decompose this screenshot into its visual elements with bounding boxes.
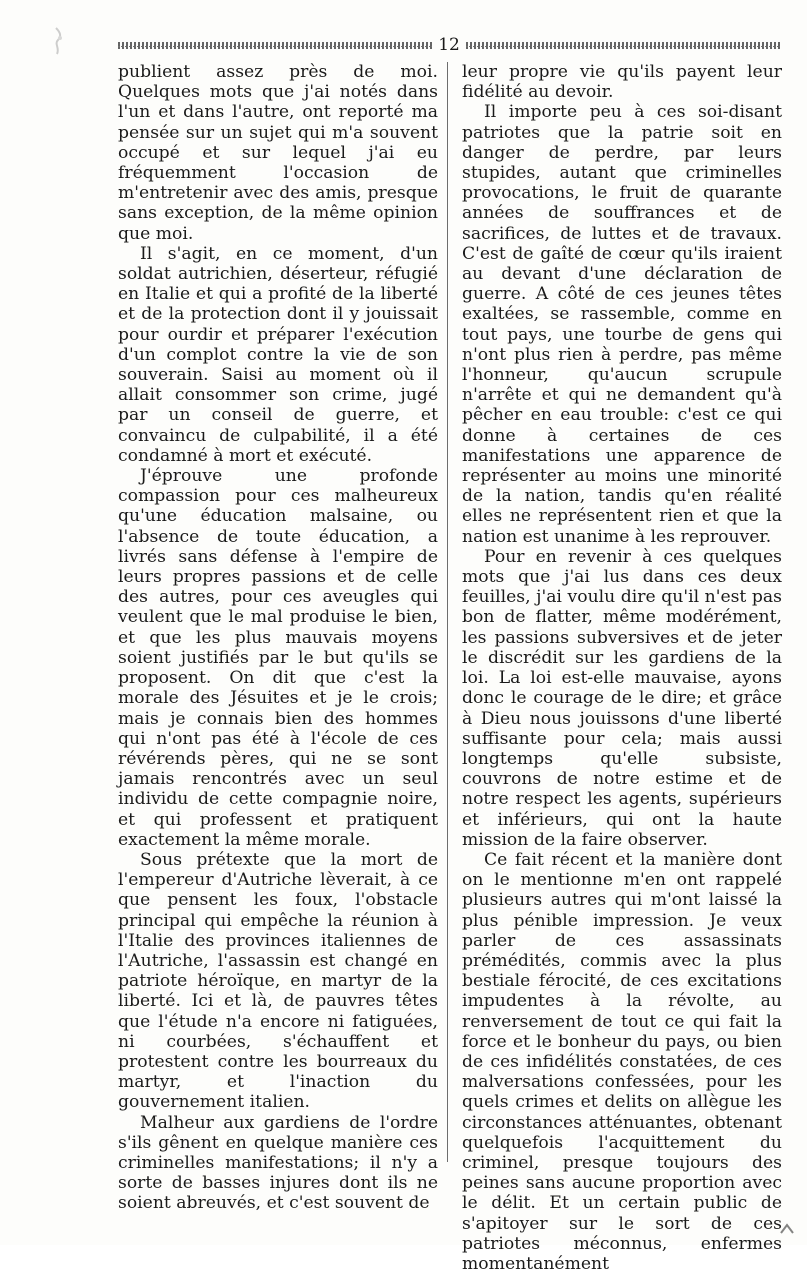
paragraph: J'éprouve une profonde compassion pour ces malheureux qu'une éducation malsaine, ou l'absence de toute éducation, a livrés sans défense à l'empire de leurs propres passions et de celle des autres, pour ces aveugles qui veulent que le mal produise le bien, et que les plus mauvais moyens soient justifiés par le but qu'ils se proposent. On dit que c'est la morale des Jésuites et je le crois; mais je connais bien des hommes qui n'ont pas été à l'école de ces révérends pères, qui ne se sont jamais rencontrés avec un seul individu de cette compagnie noire, et qui professent et pratiquent exactement la même morale.	[118, 466, 438, 850]
paragraph: Sous prétexte que la mort de l'empereur d'Autriche lèverait, à ce que pensent les foux, l'obstacle principal qui empêche la réunion à l'Italie des provinces italiennes de l'Autriche, l'assassin est changé en patriote héroïque, en martyr de la liberté. Ici et là, de pauvres têtes que l'étude n'a encore ni fatiguées, ni courbées, s'échauffent et protestent contre les bourreaux du martyr, et l'inaction du gouvernement italien.	[118, 849, 438, 1113]
right-column	[462, 62, 782, 1274]
paragraph: Il importe peu à ces soi-disant patriotes que la patrie soit en danger de perdre, par leurs stupides, autant que criminelles provocations, le fruit de quarante années de souffrances et de sacrifices, de luttes et de travaux. C'est de gaîté de cœur qu'ils iraient au devant d'une déclaration de guerre. A côté de ces jeunes têtes exaltées, se rassemble, comme en tout pays, une tourbe de gens qui n'ont plus rien à perdre, pas même l'honneur, qu'aucun scrupule n'arrête et qui ne demandent qu'à pêcher en eau trouble: c'est ce qui donne à certaines de ces manifestations une apparence de représenter au moins une minorité de la nation, tandis qu'en réalité elles ne représentent rien et que la nation est unanime à les reprouver.	[462, 102, 782, 547]
header-rule-right	[466, 42, 780, 49]
corner-ink-mark	[779, 1221, 795, 1235]
ink-smudge-mark	[48, 26, 68, 56]
paragraph: Il s'agit, en ce moment, d'un soldat autrichien, déserteur, réfugié en Italie et qui a profité de la liberté et de la protection dont il y jouissait pour ourdir et préparer l'exécution d'un complot contre la vie de son souverain. Saisi au moment où il allait consommer son crime, jugé par un conseil de guerre, et convaincu de culpabilité, il a été condamné à mort et exécuté.	[118, 243, 438, 466]
paragraph: Ce fait récent et la manière dont on le mentionne m'en ont rappelé plusieurs autres qui m'ont laissé la plus pénible impression. Je veux parler de ces assassinats prémédités, commis avec la plus bestiale férocité, de ces excitations impudentes à la révolte, au renversement de tout ce qui fait la force et le bonheur du pays, ou bien de ces infidélités constatées, de ces malversations confessées, pour les quels crimes et delits on allègue les circonstances atténuantes, obtenant quelquefois l'acquittement du criminel, presque toujours des peines sans aucune proportion avec le délit. Et un certain public de s'apitoyer sur le sort de ces patriotes méconnus, enfermes momentanément	[462, 849, 782, 1274]
paragraph: Malheur aux gardiens de l'ordre s'ils gênent en quelque manière ces criminelles manifestations; il n'y a sorte de basses injures dont ils ne soient abreuvés, et c'est souvent de	[118, 1112, 438, 1214]
text-columns	[118, 62, 782, 1274]
paragraph: Pour en revenir à ces quelques mots que j'ai lus dans ces deux feuilles, j'ai voulu dire qu'il n'est pas bon de flatter, même modérément, les passions subversives et de jeter le discrédit sur les gardiens de la loi. La loi est-elle mauvaise, ayons donc le courage de le dire; et grâce à Dieu nous jouissons d'une liberté suffisante pour cela; mais aussi longtemps qu'elle subsiste, couvrons de notre estime et de notre respect les agents, supérieurs et inférieurs, qui ont la haute mission de la faire observer.	[462, 546, 782, 850]
page-number: 12	[438, 35, 460, 55]
paragraph: leur propre vie qu'ils payent leur fidélité au devoir.	[462, 62, 782, 103]
page-header	[118, 34, 780, 56]
paragraph: publient assez près de moi. Quelques mots que j'ai notés dans l'un et dans l'autre, ont reporté ma pensée sur un sujet qui m'a souvent occupé et sur lequel j'ai eu fréquemment l'occasion de m'entretenir avec des amis, presque sans exception, de la même opinion que moi.	[118, 62, 438, 244]
left-column	[118, 62, 438, 1214]
header-rule-left	[118, 42, 432, 49]
